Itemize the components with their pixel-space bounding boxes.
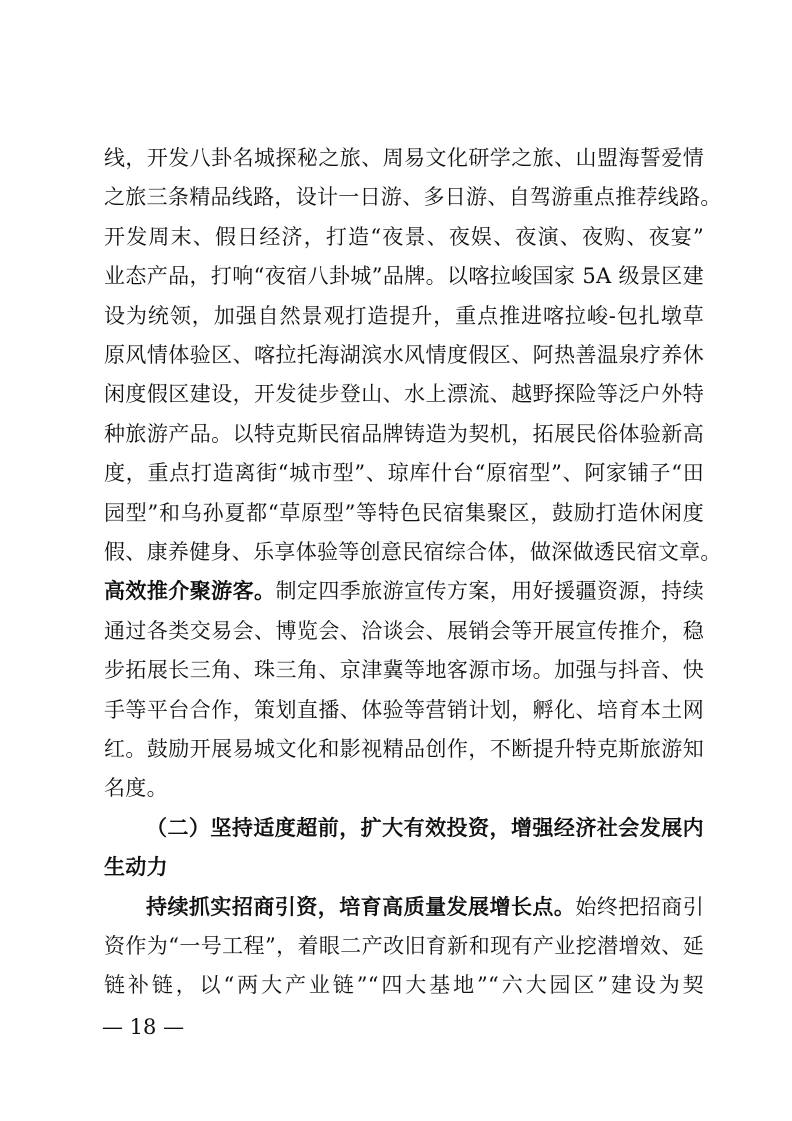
body-text-run: 种旅游产品。以特克斯民宿品牌铸造为契机，拓展民俗体验新高	[104, 421, 704, 446]
body-text-run: 原风情体验区、喀拉托海湖滨水风情度假区、阿热善温泉疗养休	[104, 343, 704, 367]
text-line	[104, 414, 704, 454]
text-line	[104, 926, 704, 966]
text-line	[146, 808, 704, 848]
body-text-run: 链补链，以“两大产业链”“四大基地”“六大园区”建设为契	[104, 973, 704, 998]
body-text-run: 通过各类交易会、博览会、洽谈会、展销会等开展宣传推介，稳	[104, 618, 704, 643]
text-line	[104, 374, 704, 414]
bold-heading-text: 持续抓实招商引资，培育高质量发展增长点。	[146, 893, 576, 919]
body-text-run: 始终把招商引	[575, 894, 704, 919]
text-line	[104, 571, 704, 611]
body-text-run: 业态产品，打响“夜宿八卦城”品牌。以喀拉峻国家 5A 级景区建	[104, 264, 704, 289]
text-line	[104, 847, 704, 887]
body-text-run: 手等平台合作，策划直播、体验等营销计划，孵化、培育本土网	[104, 697, 704, 722]
text-line	[104, 138, 704, 178]
text-line	[146, 887, 704, 927]
text-line	[104, 532, 722, 572]
body-text-run: 名度。	[104, 776, 168, 801]
bold-heading-text: 生动力	[104, 854, 168, 880]
bold-heading-text: 高效推介聚游客。	[104, 578, 276, 604]
bold-heading-text: （二）坚持适度超前，扩大有效投资，增强经济社会发展内	[146, 814, 704, 840]
text-line	[104, 965, 704, 1005]
text-line	[104, 296, 704, 336]
body-text-run: 资作为“一号工程”，着眼二产改旧育新和现有产业挖潜增效、延	[104, 934, 704, 958]
text-line	[104, 690, 704, 730]
body-text-run: 之旅三条精品线路，设计一日游、多日游、自驾游重点推荐线路。	[104, 185, 722, 210]
text-line	[104, 217, 704, 257]
text-line	[104, 650, 704, 690]
body-text-run: 假、康养健身、乐享体验等创意民宿综合体，做深做透民宿文章。	[104, 540, 722, 564]
text-line	[104, 335, 704, 375]
text-line	[104, 729, 704, 769]
body-text-run: 度，重点打造离街“城市型”、琼库什台“原宿型”、阿家铺子“田	[104, 461, 704, 486]
body-text-run: 设为统领，加强自然景观打造提升，重点推进喀拉峻-包扎墩草	[104, 303, 704, 328]
page-number: — 18 —	[102, 1015, 185, 1039]
body-text-run: 制定四季旅游宣传方案，用好援疆资源，持续	[275, 579, 704, 604]
text-line	[104, 453, 704, 493]
text-line	[104, 177, 722, 217]
body-text-run: 红。鼓励开展易城文化和影视精品创作，不断提升特克斯旅游知	[104, 737, 704, 761]
body-text-run: 线，开发八卦名城探秘之旅、周易文化研学之旅、山盟海誓爱情	[104, 146, 704, 170]
body-text-run: 闲度假区建设，开发徒步登山、水上漂流、越野探险等泛户外特	[104, 382, 704, 407]
text-line	[104, 768, 704, 808]
body-text-run: 步拓展长三角、珠三角、京津冀等地客源市场。加强与抖音、快	[104, 658, 704, 683]
text-line	[104, 493, 704, 533]
text-line	[104, 256, 704, 296]
text-line	[104, 611, 704, 651]
body-text-run: 园型”和乌孙夏都“草原型”等特色民宿集聚区，鼓励打造休闲度	[104, 500, 704, 525]
body-text-run: 开发周末、假日经济，打造“夜景、夜娱、夜演、夜购、夜宴”	[104, 224, 704, 249]
